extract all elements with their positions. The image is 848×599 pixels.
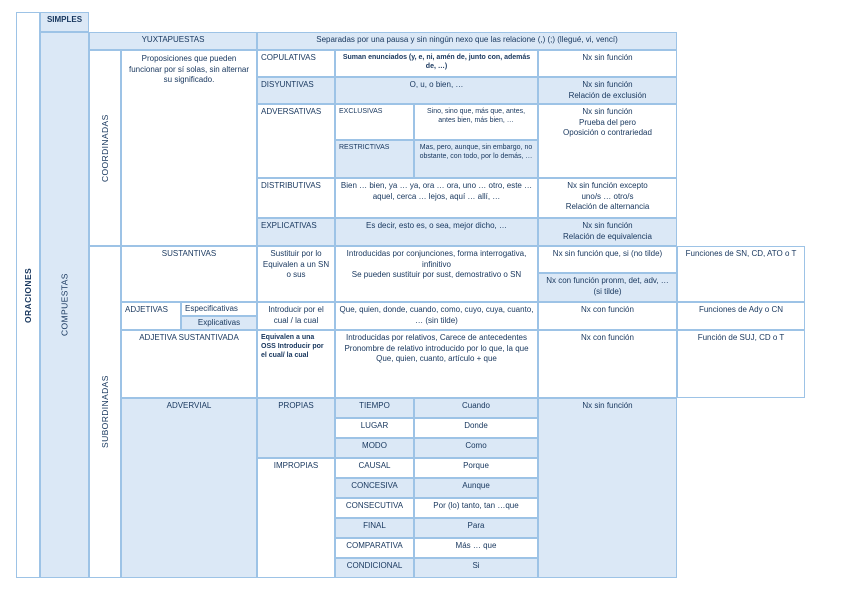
adverbial-tipo-condicional: CONDICIONAL: [335, 558, 414, 578]
adverbial-tipo-lugar: LUGAR: [335, 418, 414, 438]
subordinadas-label: SUBORDINADAS: [89, 246, 121, 578]
adverbial-nexo-causal: Porque: [414, 458, 538, 478]
adjetiva-sustantivada-nx: Nx con función: [538, 330, 677, 398]
distributivas-label: DISTRIBUTIVAS: [257, 178, 335, 218]
adversativas-funcion: Nx sin función Prueba del pero Oposición o contrariedad: [538, 104, 677, 178]
adverbial-nx: Nx sin función: [538, 398, 677, 578]
exclusivas-label: EXCLUSIVAS: [335, 104, 414, 140]
coordinadas-label: COORDINADAS: [89, 50, 121, 246]
adverbial-nexo-concesiva: Aunque: [414, 478, 538, 498]
adverbial-nexo-lugar: Donde: [414, 418, 538, 438]
adverbial-tipo-concesiva: CONCESIVA: [335, 478, 414, 498]
adverbial-label: ADVERVIAL: [121, 398, 257, 578]
explicativas-label: EXPLICATIVAS: [257, 218, 335, 246]
adjetiva-sustantivada-funciones: Función de SUJ, CD o T: [677, 330, 805, 398]
sustantivas-prueba: Sustituir por lo Equivalen a un SN o sus: [257, 246, 335, 302]
sustantivas-nx2: Nx con función pronm, det, adv, … (si tilde): [538, 273, 677, 302]
distributivas-funcion: Nx sin función excepto uno/s … otro/s Relación de alternancia: [538, 178, 677, 218]
adverbial-nexo-final: Para: [414, 518, 538, 538]
yuxtapuestas-label: YUXTAPUESTAS: [89, 32, 257, 50]
adversativas-label: ADVERSATIVAS: [257, 104, 335, 178]
sustantivas-nx1: Nx sin función que, si (no tilde): [538, 246, 677, 273]
adverbial-nexo-comparativa: Más … que: [414, 538, 538, 558]
copulativas-label: COPULATIVAS: [257, 50, 335, 77]
adverbial-tipo-causal: CAUSAL: [335, 458, 414, 478]
adverbial-nexo-tiempo: Cuando: [414, 398, 538, 418]
distributivas-nexos: Bien … bien, ya … ya, ora … ora, uno … otro, este …aquel, cerca … lejos, aquí … allí, …: [335, 178, 538, 218]
especificativas-label: Especificativas: [181, 302, 257, 316]
adjetivas-label: ADJETIVAS: [121, 302, 181, 330]
disyuntivas-funcion: Nx sin función Relación de exclusión: [538, 77, 677, 104]
adverbial-nexo-condicional: Si: [414, 558, 538, 578]
adverbial-tipo-consecutiva: CONSECUTIVA: [335, 498, 414, 518]
explicativas-adj-label: Explicativas: [181, 316, 257, 330]
adjetivas-nexos: Que, quien, donde, cuando, como, cuyo, cuya, cuanto, … (sin tilde): [335, 302, 538, 330]
copulativas-nexos: Suman enunciados (y, e, ni, amén de, junto con, además de, …): [335, 50, 538, 77]
compuestas-label: COMPUESTAS: [40, 32, 89, 578]
explicativas-nexos: Es decir, esto es, o sea, mejor dicho, …: [335, 218, 538, 246]
adverbial-tipo-tiempo: TIEMPO: [335, 398, 414, 418]
oraciones-label: ORACIONES: [16, 12, 40, 578]
adverbial-nexo-modo: Como: [414, 438, 538, 458]
disyuntivas-nexos: O, u, o bien, …: [335, 77, 538, 104]
adjetivas-nx: Nx con función: [538, 302, 677, 330]
sustantivas-label: SUSTANTIVAS: [121, 246, 257, 302]
restrictivas-label: RESTRICTIVAS: [335, 140, 414, 178]
disyuntivas-label: DISYUNTIVAS: [257, 77, 335, 104]
adjetivas-prueba: Introducir por el cual / la cual: [257, 302, 335, 330]
adverbial-tipo-modo: MODO: [335, 438, 414, 458]
restrictivas-nexos: Mas, pero, aunque, sin embargo, no obstante, con todo, por lo demás, …: [414, 140, 538, 178]
yuxtapuestas-desc: Separadas por una pausa y sin ningún nexo que las relacione (,) (;) (llegué, vi, vencí): [257, 32, 677, 50]
adjetivas-funciones: Funciones de Ady o CN: [677, 302, 805, 330]
adjetiva-sustantivada-label: ADJETIVA SUSTANTIVADA: [121, 330, 257, 398]
impropias-label: IMPROPIAS: [257, 458, 335, 578]
exclusivas-nexos: Sino, sino que, más que, antes, antes bien, más bien, …: [414, 104, 538, 140]
copulativas-funcion: Nx sin función: [538, 50, 677, 77]
coordinadas-desc: Proposiciones que pueden funcionar por sí solas, sin alternar su significado.: [121, 50, 257, 246]
adverbial-tipo-final: FINAL: [335, 518, 414, 538]
adverbial-nexo-consecutiva: Por (lo) tanto, tan …que: [414, 498, 538, 518]
sustantivas-funciones: Funciones de SN, CD, ATO o T: [677, 246, 805, 302]
explicativas-funcion: Nx sin función Relación de equivalencia: [538, 218, 677, 246]
sustantivas-nexos: Introducidas por conjunciones, forma interrogativa, infinitivo Se pueden sustituir por sust, demostrativo o SN: [335, 246, 538, 302]
propias-label: PROPIAS: [257, 398, 335, 458]
adjetiva-sustantivada-prueba: Equivalen a una OSS Introducir por el cual/ la cual: [257, 330, 335, 398]
adverbial-tipo-comparativa: COMPARATIVA: [335, 538, 414, 558]
simples-label: SIMPLES: [40, 12, 89, 32]
adjetiva-sustantivada-nexos: Introducidas por relativos, Carece de antecedentes Pronombre de relativo introducido por lo que, la que Que, quien, cuanto, artículo + que: [335, 330, 538, 398]
